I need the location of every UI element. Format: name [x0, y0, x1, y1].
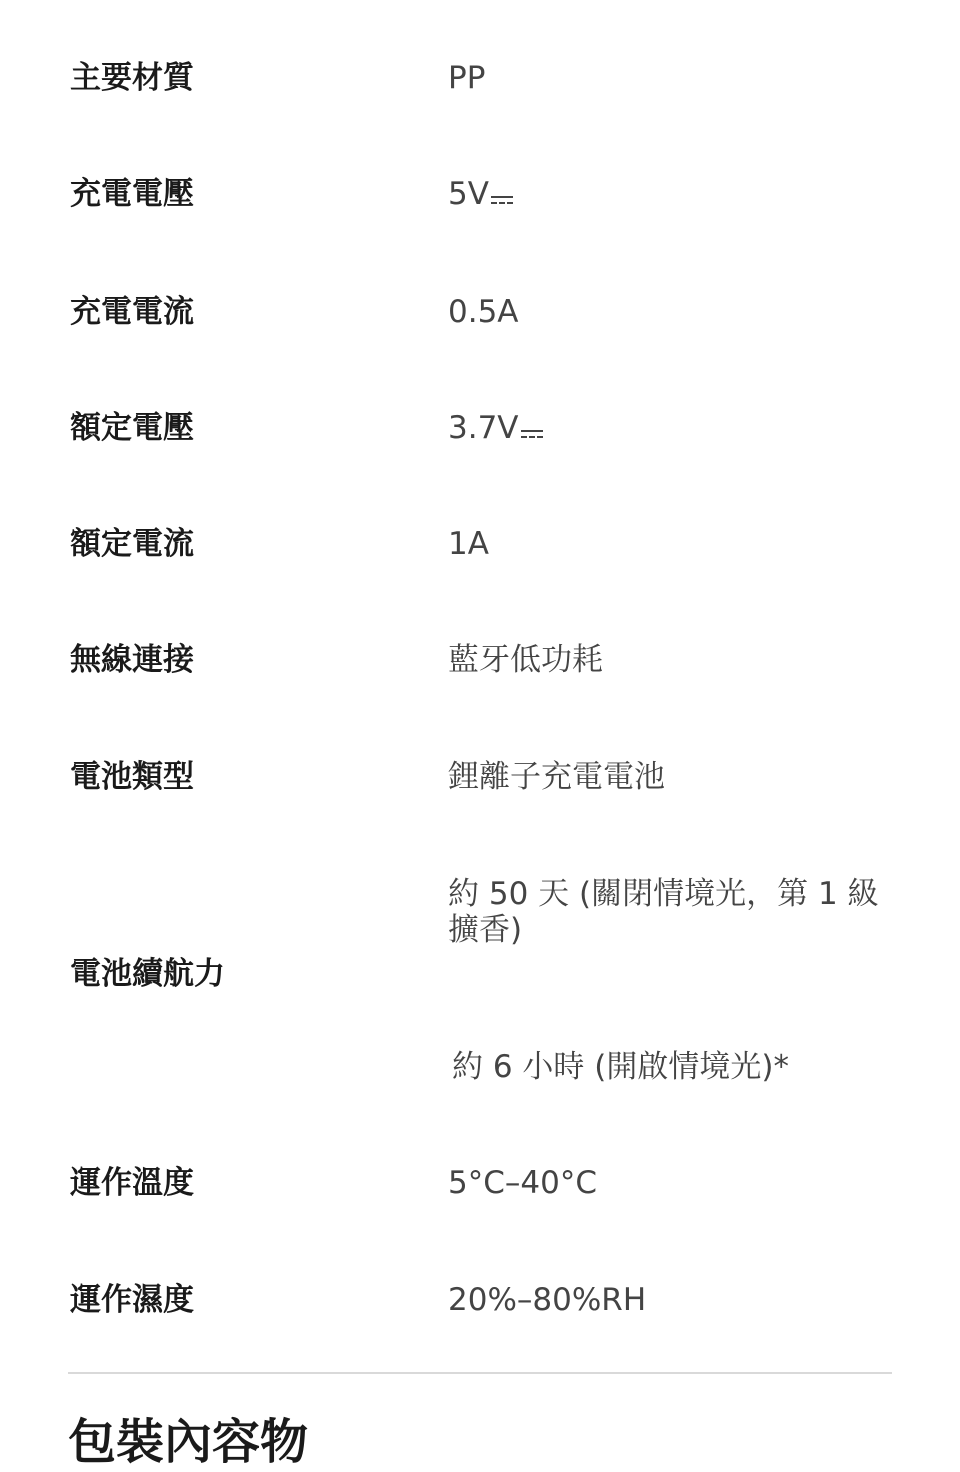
spec-label: 額定電流: [70, 526, 194, 562]
spec-value-text: 鋰離子充電電池: [448, 759, 665, 795]
spec-value: [448, 58, 485, 98]
spec-value: 20%–80%RH: [448, 1282, 647, 1318]
direct-current-icon: [491, 194, 513, 206]
section-heading-package-contents: 包裝內容物: [68, 1414, 309, 1470]
section-divider: [68, 1372, 892, 1374]
spec-value-text: 5V: [448, 176, 489, 212]
spec-value-battery-on: 約 6 小時 (開啟情境光)*: [452, 1049, 789, 1085]
spec-value: [448, 757, 665, 797]
spec-value-text: PP: [448, 60, 486, 96]
spec-label: 運作濕度: [70, 1282, 194, 1318]
spec-label: 電池類型: [70, 759, 194, 795]
spec-value: [448, 640, 603, 680]
spec-value-text: 3.7V: [448, 410, 519, 446]
spec-label: 無線連接: [70, 642, 194, 678]
spec-label: 充電電流: [70, 294, 194, 330]
spec-value: [448, 292, 519, 332]
spec-value: [448, 408, 543, 448]
spec-value-battery-off: 約 50 天 (關閉情境光，第 1 級擴香): [448, 876, 879, 948]
spec-label: 額定電壓: [70, 410, 194, 446]
spec-label: 運作溫度: [70, 1165, 194, 1201]
spec-value: 5°C–40°C: [448, 1165, 597, 1201]
spec-value-text: 0.5A: [448, 294, 519, 330]
direct-current-icon: [521, 428, 543, 440]
spec-label: 電池續航力: [70, 956, 225, 992]
spec-value: [448, 524, 489, 564]
spec-value-text: 1A: [448, 526, 489, 562]
spec-label: 主要材質: [70, 60, 194, 96]
spec-value: [448, 174, 513, 214]
spec-label: 充電電壓: [70, 176, 194, 212]
spec-value-text: 藍牙低功耗: [448, 642, 603, 678]
